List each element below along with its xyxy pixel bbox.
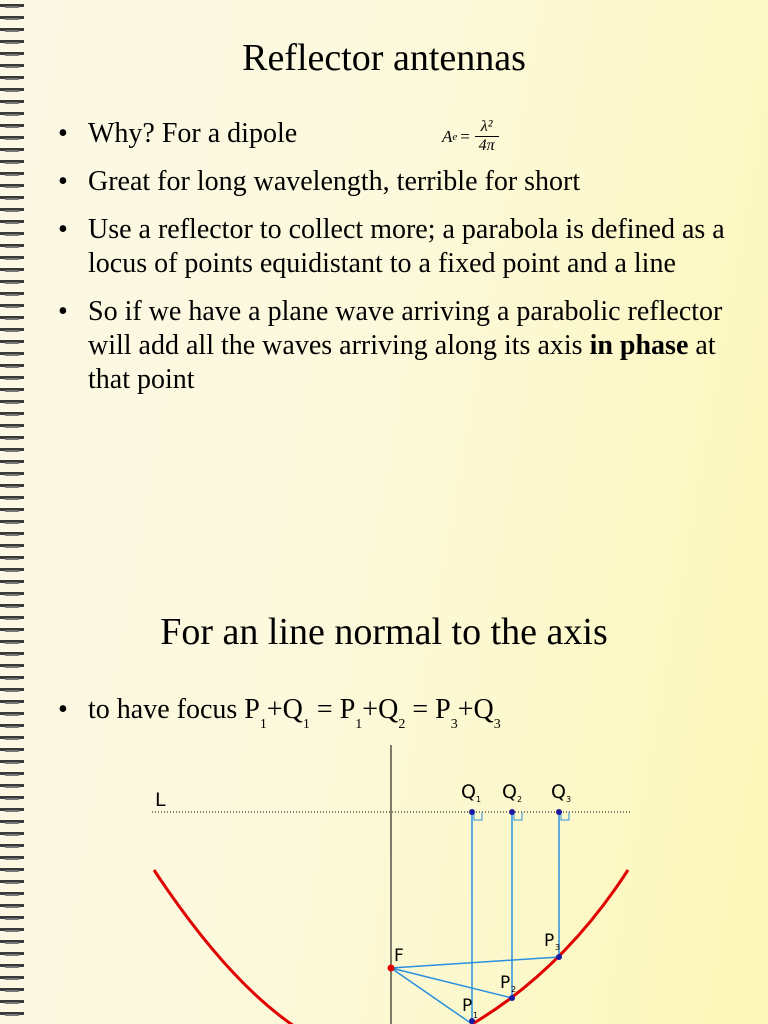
bullet-text: So if we have a plane wave arriving a parabolic reflector will add all the waves arriving along its axis — [88, 296, 723, 361]
q1-sub: 1 — [476, 795, 482, 804]
q3-label: Q — [551, 781, 566, 803]
p1-label: P — [462, 996, 473, 1016]
p-sub: 1 — [259, 717, 267, 732]
p3-sub: 3 — [555, 943, 561, 952]
q1-point — [469, 809, 475, 815]
focus-bullet-prefix: to have focus — [88, 694, 245, 725]
slide-title: Reflector antennas — [242, 37, 526, 79]
p2-sub: 2 — [511, 985, 517, 994]
right-angle-q2 — [514, 812, 522, 820]
ray-f-p3 — [391, 957, 559, 968]
bullet-text: Use a reflector to collect more; a parabola is defined as a locus of points equidistant to a fixed point and a line — [88, 214, 725, 279]
plus: + — [362, 694, 379, 725]
q2-label: Q — [502, 781, 517, 803]
formula-numerator: λ² — [475, 118, 499, 137]
q-sub: 3 — [493, 717, 501, 732]
directrix-label: L — [155, 789, 166, 811]
p2-label: P — [500, 973, 511, 993]
equals: = — [405, 694, 436, 725]
right-angle-q3 — [561, 812, 569, 820]
q-sub: 2 — [398, 717, 406, 732]
formula-lhs: A — [442, 126, 453, 146]
p-sub: 3 — [450, 717, 458, 732]
q-sub: 1 — [302, 717, 310, 732]
section-title: For an line normal to the axis — [160, 611, 608, 653]
p-sym: P — [244, 694, 260, 725]
formula-equals: = — [459, 126, 471, 146]
ray-f-p1 — [391, 968, 472, 1024]
equals: = — [309, 694, 340, 725]
parabola-left — [154, 870, 300, 1024]
bold-phrase: in phase — [589, 330, 689, 361]
p3-point — [556, 954, 562, 960]
p2-point — [509, 995, 515, 1001]
p-sub: 1 — [355, 717, 363, 732]
p3-label: P — [544, 931, 555, 951]
q-sym: Q — [473, 694, 494, 725]
q1-label: Q — [461, 781, 476, 803]
q2-point — [509, 809, 515, 815]
bullet-tail: at that point — [88, 330, 716, 395]
formula-lhs-sub: e — [452, 130, 458, 143]
bullet-text: Great for long wavelength, terrible for short — [88, 166, 581, 197]
right-angle-q1 — [474, 812, 482, 820]
p-sym: P — [435, 694, 451, 725]
q2-sub: 2 — [517, 795, 523, 804]
q-sym: Q — [378, 694, 399, 725]
q-sym: Q — [282, 694, 303, 725]
bullet-text: Why? For a dipole — [88, 118, 298, 149]
plus: + — [457, 694, 474, 725]
focus-label: F — [394, 946, 404, 966]
ray-group — [391, 812, 569, 1024]
plus: + — [266, 694, 283, 725]
formula-denominator: 4π — [478, 137, 495, 154]
ray-f-p2 — [391, 968, 512, 998]
p-sym: P — [339, 694, 356, 725]
q3-point — [556, 809, 562, 815]
q3-sub: 3 — [566, 795, 572, 804]
p1-sub: 1 — [473, 1011, 479, 1020]
